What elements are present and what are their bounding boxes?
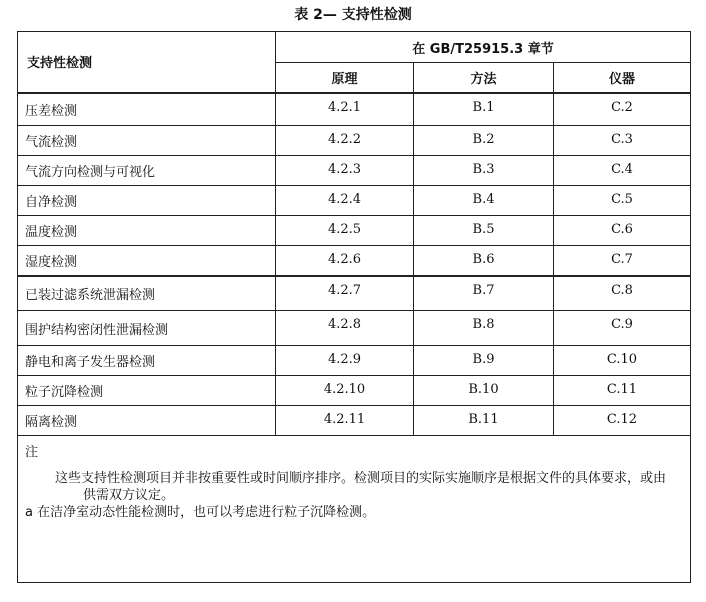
row-principle: 4.2.11 xyxy=(276,406,414,436)
row-instrument: C.5 xyxy=(554,186,691,216)
support-tests-table xyxy=(17,31,691,583)
row-instrument: C.9 xyxy=(554,311,691,346)
row-method: B.2 xyxy=(414,126,554,156)
header-row-label: 支持性检测 xyxy=(18,32,276,93)
row-name: 自净检测 xyxy=(18,186,276,216)
note-label: 注 xyxy=(25,445,39,460)
row-name: 静电和离子发生器检测 xyxy=(18,346,276,376)
row-instrument: C.10 xyxy=(554,346,691,376)
row-method: B.11 xyxy=(414,406,554,436)
row-instrument: C.3 xyxy=(554,126,691,156)
note-line-1: 这些支持性检测项目并非按重要性或时间顺序排序。检测项目的实际实施顺序是根据文件的具体要求，或由 xyxy=(55,471,667,486)
column-header-instrument: 仪器 xyxy=(554,63,691,93)
row-principle: 4.2.8 xyxy=(276,311,414,346)
table-title: 表 2— 支持性检测 xyxy=(294,7,412,23)
row-principle: 4.2.4 xyxy=(276,186,414,216)
row-instrument: C.7 xyxy=(554,246,691,276)
header-group-label: 在 GB/T25915.3 章节 xyxy=(276,32,691,63)
table-row xyxy=(18,276,691,311)
table-row xyxy=(18,346,691,376)
table-row xyxy=(18,93,691,126)
footnote: a 在洁净室动态性能检测时，也可以考虑进行粒子沉降检测。 xyxy=(25,505,376,520)
column-header-principle: 原理 xyxy=(276,63,414,93)
row-method: B.3 xyxy=(414,156,554,186)
row-method: B.4 xyxy=(414,186,554,216)
column-header-method: 方法 xyxy=(414,63,554,93)
table-row xyxy=(18,406,691,436)
row-principle: 4.2.6 xyxy=(276,246,414,276)
row-principle: 4.2.10 xyxy=(276,376,414,406)
row-instrument: C.2 xyxy=(554,93,691,126)
table-row xyxy=(18,126,691,156)
row-principle: 4.2.3 xyxy=(276,156,414,186)
row-method: B.9 xyxy=(414,346,554,376)
row-method: B.6 xyxy=(414,246,554,276)
row-name: 粒子沉降检测 xyxy=(18,376,276,406)
row-principle: 4.2.2 xyxy=(276,126,414,156)
notes-row xyxy=(18,436,691,583)
note-body xyxy=(25,470,680,504)
row-method: B.8 xyxy=(414,311,554,346)
row-instrument: C.6 xyxy=(554,216,691,246)
table-row xyxy=(18,156,691,186)
row-instrument: C.11 xyxy=(554,376,691,406)
row-method: B.1 xyxy=(414,93,554,126)
row-method: B.5 xyxy=(414,216,554,246)
row-name: 气流检测 xyxy=(18,126,276,156)
table-row xyxy=(18,216,691,246)
row-name: 温度检测 xyxy=(18,216,276,246)
row-name: 隔离检测 xyxy=(18,406,276,436)
row-name: 围护结构密闭性泄漏检测 xyxy=(18,311,276,346)
row-instrument: C.4 xyxy=(554,156,691,186)
row-instrument: C.8 xyxy=(554,276,691,311)
row-principle: 4.2.5 xyxy=(276,216,414,246)
table-row xyxy=(18,311,691,346)
row-name: 压差检测 xyxy=(18,93,276,126)
row-principle: 4.2.7 xyxy=(276,276,414,311)
row-principle: 4.2.1 xyxy=(276,93,414,126)
row-name: 气流方向检测与可视化 xyxy=(18,156,276,186)
table-row xyxy=(18,246,691,276)
note-line-2: 供需双方议定。 xyxy=(83,488,175,503)
notes-cell xyxy=(18,436,691,583)
row-name: 湿度检测 xyxy=(18,246,276,276)
table-row xyxy=(18,186,691,216)
row-instrument: C.12 xyxy=(554,406,691,436)
row-principle: 4.2.9 xyxy=(276,346,414,376)
row-method: B.10 xyxy=(414,376,554,406)
row-method: B.7 xyxy=(414,276,554,311)
table-row xyxy=(18,376,691,406)
row-name: 已装过滤系统泄漏检测 xyxy=(18,276,276,311)
